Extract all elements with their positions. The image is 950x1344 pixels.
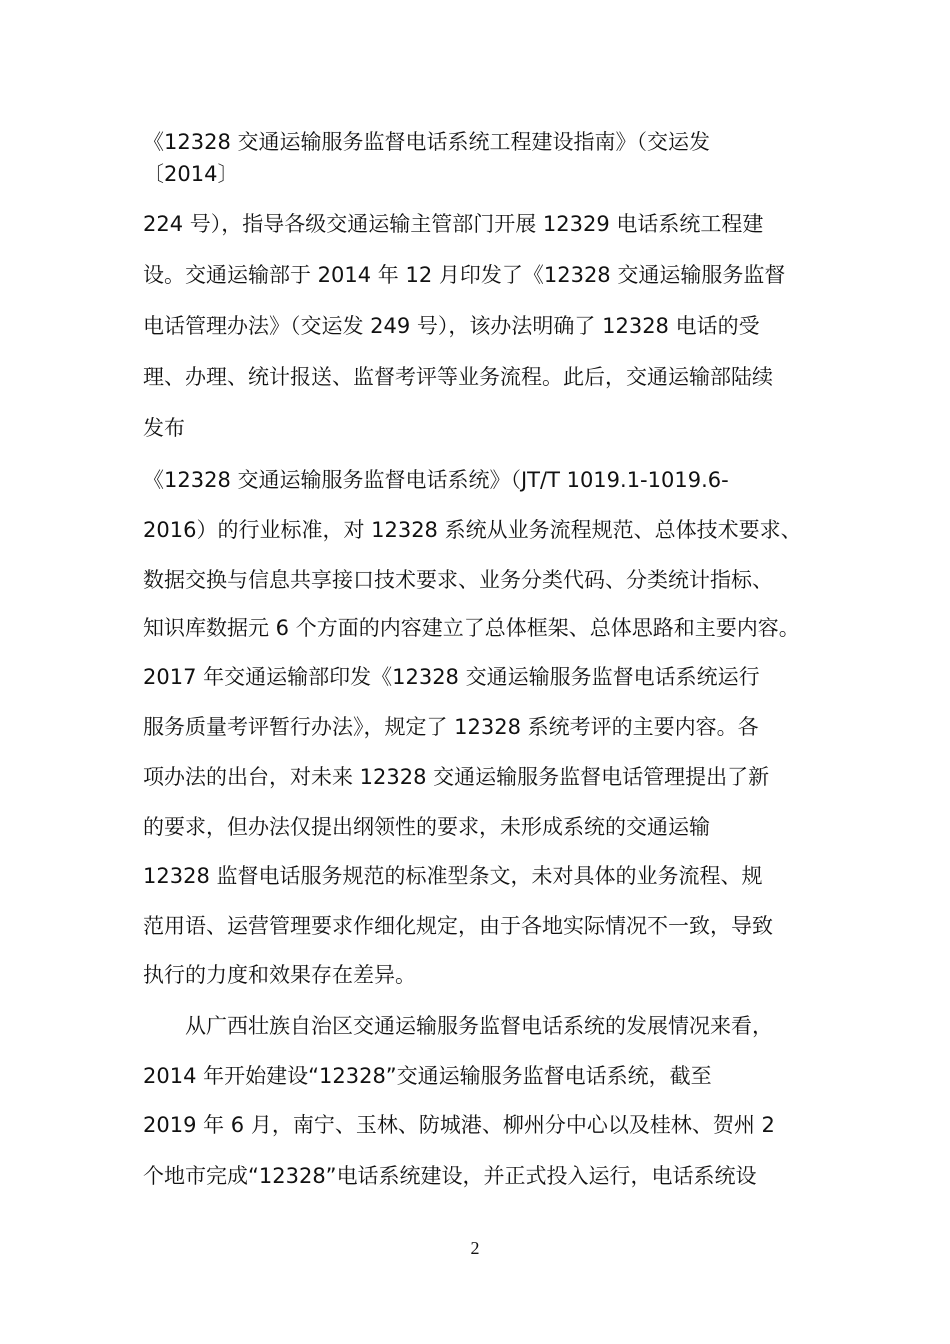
text-line: 〔2014〕: [143, 162, 239, 186]
text-line: 范用语、运营管理要求作细化规定，由于各地实际情况不一致，导致: [143, 914, 773, 938]
page-number: 2: [470, 1238, 480, 1258]
text-line: 执行的力度和效果存在差异。: [143, 963, 416, 987]
paragraph-start-line: 从广西壮族自治区交通运输服务监督电话系统的发展情况来看，: [185, 1014, 773, 1038]
text-line: 发布: [143, 416, 185, 440]
text-line: 《12328 交通运输服务监督电话系统工程建设指南》（交运发: [143, 130, 710, 154]
text-line: 知识库数据元 6 个方面的内容建立了总体框架、总体思路和主要内容。: [143, 616, 800, 640]
text-line: 个地市完成“12328”电话系统建设，并正式投入运行，电话系统设: [143, 1164, 757, 1188]
text-line: 电话管理办法》（交运发 249 号），该办法明确了 12328 电话的受: [143, 314, 760, 338]
text-line: 12328 监督电话服务规范的标准型条文，未对具体的业务流程、规: [143, 864, 763, 888]
text-line: 224 号），指导各级交通运输主管部门开展 12329 电话系统工程建: [143, 212, 764, 236]
text-line: 服务质量考评暂行办法》，规定了 12328 系统考评的主要内容。各: [143, 715, 759, 739]
text-line: 2017 年交通运输部印发《12328 交通运输服务监督电话系统运行: [143, 665, 760, 689]
text-line: 的要求，但办法仅提出纲领性的要求，未形成系统的交通运输: [143, 815, 710, 839]
text-line: 项办法的出台，对未来 12328 交通运输服务监督电话管理提出了新: [143, 765, 770, 789]
text-line: 《12328 交通运输服务监督电话系统》（JT/T 1019.1-1019.6-: [143, 468, 729, 492]
text-line: 2014 年开始建设“12328”交通运输服务监督电话系统，截至: [143, 1064, 712, 1088]
text-line: 数据交换与信息共享接口技术要求、业务分类代码、分类统计指标、: [143, 568, 773, 592]
text-line: 理、办理、统计报送、监督考评等业务流程。此后，交通运输部陆续: [143, 365, 773, 389]
text-line: 设。交通运输部于 2014 年 12 月印发了《12328 交通运输服务监督: [143, 263, 786, 287]
text-line: 2019 年 6 月，南宁、玉林、防城港、柳州分中心以及桂林、贺州 2: [143, 1113, 775, 1137]
text-line: 2016）的行业标准，对 12328 系统从业务流程规范、总体技术要求、: [143, 518, 802, 542]
